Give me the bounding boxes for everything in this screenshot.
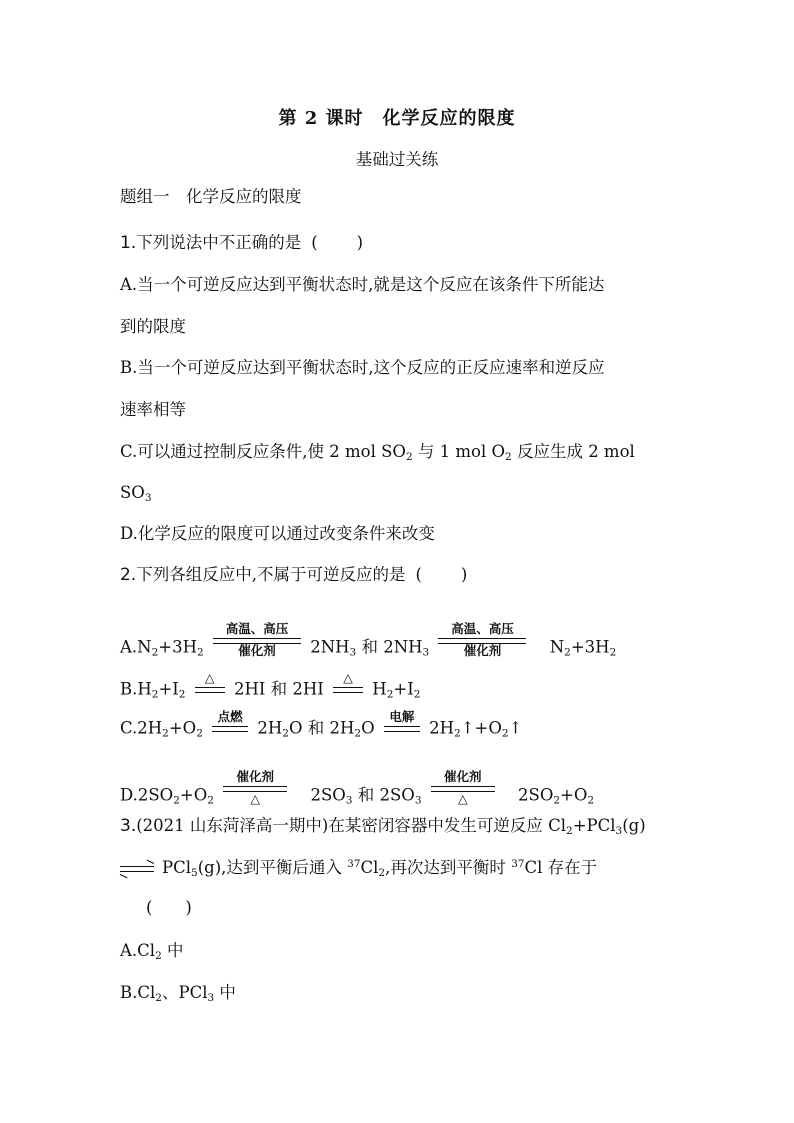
- q1-number: 1.: [120, 233, 137, 253]
- formula-text: 2SO: [379, 785, 415, 805]
- q3-stem-line2: [120, 857, 597, 879]
- q1-stem-text: 下列说法中不正确的是: [136, 233, 302, 252]
- formula-text: H: [372, 679, 387, 699]
- q3-text: ,再次达到平衡时: [385, 858, 512, 877]
- formula-text: +3H: [570, 637, 610, 657]
- q1-c-sub: 2: [405, 451, 413, 463]
- q3-text: 中: [161, 941, 184, 960]
- formula-sub: 2: [454, 727, 461, 740]
- formula-sub: 3: [345, 794, 353, 807]
- formula-sub: 2: [178, 688, 186, 701]
- heat-triangle: △: [204, 670, 215, 685]
- q1-c-text: SO: [120, 483, 145, 502]
- q3-text: 在某密闭容器中发生可逆反应 Cl: [328, 816, 567, 835]
- page-subtitle: 基础过关练: [355, 150, 439, 169]
- formula-text: 2H: [257, 718, 283, 738]
- formula-text: +O: [560, 785, 588, 805]
- formula-text: 2HI: [233, 679, 266, 699]
- q1-c-sub: 3: [144, 492, 152, 504]
- formula-sub: 2: [282, 727, 289, 740]
- formula-sub: 3: [207, 992, 215, 1004]
- q1-c-sub: 2: [505, 451, 512, 463]
- equilibrium-arrow-icon: [120, 864, 154, 874]
- isotope-sup: 37: [511, 858, 525, 870]
- reaction-condition-arrow: [384, 710, 420, 740]
- heat-triangle: △: [343, 670, 353, 685]
- formula-text: O: [288, 718, 303, 738]
- formula-sub: 2: [587, 794, 595, 807]
- formula-text: ↑: [508, 718, 523, 738]
- condition-bottom: 催化剂: [238, 643, 276, 658]
- formula-sub: 2: [566, 825, 573, 837]
- q3-text: 、PCl: [161, 983, 208, 1002]
- q3-source: (2021 山东菏泽高一期中): [136, 816, 329, 835]
- formula-sub: 2: [151, 688, 159, 701]
- formula-text: +O: [168, 718, 197, 738]
- isotope-sup: 37: [347, 858, 361, 870]
- heat-triangle: △: [457, 791, 468, 806]
- q1-option-a-line2: 到的限度: [120, 317, 186, 336]
- formula-text: C.2H: [120, 718, 163, 738]
- question-group-heading: 题组一 化学反应的限度: [120, 187, 302, 206]
- formula-text: +3H: [158, 637, 198, 657]
- q2-option-a: [120, 621, 617, 668]
- formula-sub: 2: [609, 646, 617, 659]
- q1-answer-paren: ( ): [311, 233, 366, 252]
- q2-option-b: [120, 670, 421, 705]
- formula-sub: 2: [378, 867, 386, 879]
- reaction-condition-arrow: [212, 710, 248, 740]
- formula-sub: 2: [553, 794, 561, 807]
- q1-stem: [120, 232, 365, 254]
- q1-c-text: 与 1 mol O: [412, 442, 506, 461]
- condition-top: 催化剂: [236, 769, 274, 784]
- formula-sub: 2: [501, 727, 509, 740]
- reaction-condition-arrow: [195, 671, 225, 701]
- q3-text: Cl: [360, 858, 379, 877]
- formula-text: 2NH: [383, 637, 423, 657]
- formula-text: B.H: [120, 679, 152, 699]
- q2-stem: [120, 564, 469, 586]
- q2-stem-text: 下列各组反应中,不属于可逆反应的是: [136, 565, 406, 584]
- conjunction: 和: [302, 718, 330, 738]
- condition-top: 点燃: [217, 709, 243, 724]
- heat-triangle: △: [250, 791, 261, 806]
- q2-answer-paren: ( ): [415, 565, 470, 584]
- condition-top: 高温、高压: [451, 621, 514, 636]
- q3-answer-paren: ( ): [146, 898, 192, 917]
- double-line: [212, 726, 248, 732]
- formula-text: A.N: [120, 637, 152, 657]
- q1-option-d: D.化学反应的限度可以通过改变条件来改变: [120, 524, 435, 543]
- q3-text: B.Cl: [120, 983, 156, 1002]
- double-line: [195, 687, 225, 693]
- double-line: [333, 687, 363, 693]
- formula-text: ↑+O: [460, 718, 502, 738]
- q1-option-a-line1: A.当一个可逆反应达到平衡状态时,就是这个反应在该条件下所能达: [120, 275, 605, 294]
- formula-sub: 2: [155, 950, 162, 962]
- formula-sub: 2: [354, 727, 362, 740]
- condition-bottom: 催化剂: [463, 643, 502, 658]
- q2-number: 2.: [120, 565, 137, 585]
- formula-text: 2H: [329, 718, 355, 738]
- formula-sub: 2: [386, 688, 394, 701]
- formula-sub: 2: [151, 646, 159, 659]
- condition-top: 高温、高压: [225, 621, 289, 636]
- q3-number: 3.: [120, 816, 137, 836]
- q3-text: (g),达到平衡后通入: [197, 858, 348, 877]
- reaction-condition-arrow: [438, 622, 526, 662]
- q3-text: PCl: [162, 858, 192, 877]
- formula-sub: 3: [615, 825, 623, 837]
- formula-sub: 2: [162, 727, 169, 740]
- reaction-condition-arrow: [223, 770, 287, 810]
- formula-text: 2NH: [310, 637, 350, 657]
- q2-option-d: [120, 769, 595, 816]
- q3-stem-line1: [120, 815, 646, 837]
- reaction-condition-arrow: [213, 622, 301, 662]
- formula-text: D.2SO: [120, 785, 174, 805]
- formula-sub: 3: [422, 646, 430, 659]
- q1-option-b-line1: B.当一个可逆反应达到平衡状态时,这个反应的正反应速率和逆反应: [120, 358, 605, 377]
- conjunction: 和: [352, 785, 380, 805]
- formula-sub: 2: [413, 688, 421, 701]
- double-line: [384, 726, 420, 732]
- reaction-condition-arrow: [431, 770, 495, 810]
- formula-sub: 3: [414, 794, 422, 807]
- formula-text: O: [361, 718, 375, 738]
- conjunction: 和: [356, 637, 384, 657]
- q3-text: Cl 存在于: [524, 858, 598, 877]
- q1-option-c-line2: [120, 482, 152, 504]
- formula-text: 2HI: [292, 679, 324, 699]
- formula-text: 2H: [429, 718, 455, 738]
- q3-text: (g): [622, 816, 646, 835]
- q1-c-text: 反应生成 2 mol: [511, 442, 635, 461]
- formula-text: +I: [158, 679, 179, 699]
- formula-text: +O: [179, 785, 208, 805]
- q3-text: +PCl: [572, 816, 616, 835]
- formula-sub: 5: [191, 867, 198, 879]
- formula-sub: 2: [564, 646, 571, 659]
- formula-text: N: [549, 637, 565, 657]
- formula-sub: 2: [197, 646, 204, 659]
- formula-sub: 3: [349, 646, 357, 659]
- reaction-condition-arrow: [333, 671, 363, 701]
- q3-option-b: [120, 982, 236, 1004]
- formula-text: +I: [393, 679, 414, 699]
- q1-c-text: C.可以通过控制反应条件,使 2 mol SO: [120, 442, 406, 461]
- formula-sub: 2: [207, 794, 214, 807]
- q1-option-c-line1: [120, 441, 635, 463]
- formula-sub: 2: [196, 727, 203, 740]
- formula-text: 2SO: [310, 785, 346, 805]
- q3-text: A.Cl: [120, 941, 156, 960]
- formula-sub: 2: [173, 794, 180, 807]
- q2-option-c: [120, 709, 523, 744]
- condition-top: 电解: [389, 709, 415, 724]
- q1-option-b-line2: 速率相等: [120, 400, 186, 419]
- conjunction: 和: [265, 679, 293, 699]
- formula-sub: 2: [155, 992, 162, 1004]
- formula-text: 2SO: [518, 785, 554, 805]
- q3-option-a: [120, 940, 184, 962]
- condition-top: 催化剂: [444, 769, 482, 784]
- page-title: 第 2 课时 化学反应的限度: [278, 108, 516, 129]
- q3-text: 中: [214, 983, 236, 1002]
